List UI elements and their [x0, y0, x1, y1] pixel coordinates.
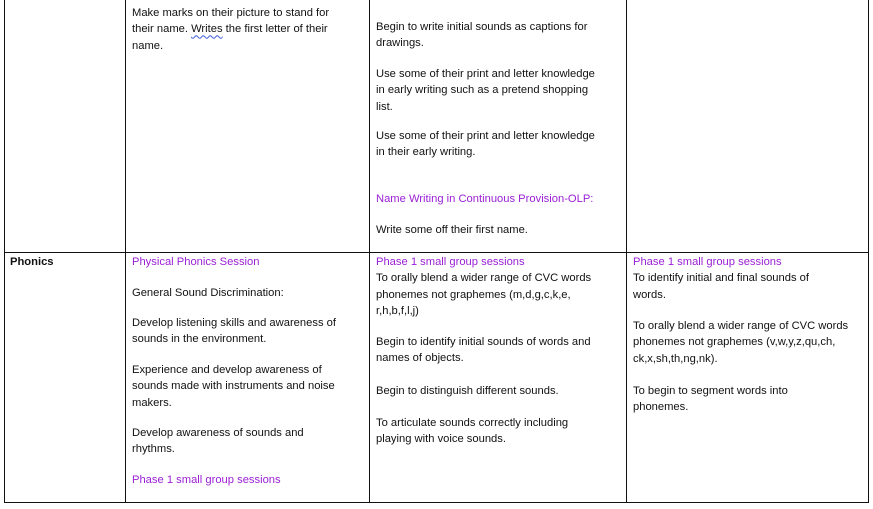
- row2-col2-para2: [132, 315, 364, 348]
- row2-col2-p1: General Sound Discrimination:: [132, 287, 284, 299]
- row1-col2-line2-post: the first letter of their: [222, 23, 328, 36]
- row1-col3-p1-l1: Begin to write initial sounds as captions for: [376, 21, 588, 33]
- row1-col3-p3-l2: in their early writing.: [376, 146, 476, 159]
- row1-col2-line1: Make marks on their picture to stand for: [132, 7, 330, 19]
- row2-col1-cell: [10, 254, 120, 270]
- row2-col4-p3-l1: To begin to segment words into: [633, 385, 788, 397]
- row2-col2-p4-l2: rhythms.: [132, 443, 175, 456]
- row2-col3-p1-l1: To orally blend a wider range of CVC words: [376, 272, 592, 285]
- row2-col2-p4-l1: Develop awareness of sounds and: [132, 427, 304, 439]
- row2-col4-top: [633, 254, 865, 303]
- row2-col2-footer-wrap: [132, 472, 364, 488]
- row2-col3-p1-l3: r,h,b,f,l,j): [376, 304, 419, 317]
- row2-col2-p3-l2: sounds made with instruments and noise: [132, 380, 335, 393]
- row2-col2-para3: [132, 362, 364, 411]
- row1-col3-heading-wrap: [376, 191, 622, 207]
- row2-col3-para2: [376, 334, 622, 367]
- row2-col3-p2-l1: Begin to identify initial sounds of words and: [376, 336, 591, 348]
- row1-col3-p2-l2: in early writing such as a pretend shopping: [376, 84, 589, 97]
- row1-col2-line2: [132, 21, 364, 37]
- row2-col2-p3-l3: makers.: [132, 396, 172, 409]
- row2-col4-p1-l2: words.: [633, 288, 666, 301]
- row1-col3-p2-l3: list.: [376, 100, 393, 113]
- row1-col3-para4: [376, 222, 622, 238]
- row2-col3-heading: Phase 1 small group sessions: [376, 256, 525, 268]
- row2-col2-footer: Phase 1 small group sessions: [132, 474, 281, 486]
- row2-col2-para4: [132, 425, 364, 458]
- row2-col4-p2-l1: To orally blend a wider range of CVC words: [633, 320, 849, 332]
- spellcheck-word: Writes: [191, 23, 223, 36]
- row2-col4-p3-l2: phonemes.: [633, 401, 689, 414]
- row2-col3-p4-l2: playing with voice sounds.: [376, 433, 506, 446]
- row2-col3-para3: [376, 383, 622, 399]
- row2-col3-p4-l1: To articulate sounds correctly including: [376, 417, 569, 429]
- row2-col3-p3-l1: Begin to distinguish different sounds.: [376, 385, 559, 397]
- row2-col2-p2-l2: sounds in the environment.: [132, 333, 267, 346]
- row2-col2-p3-l1: Experience and develop awareness of: [132, 364, 322, 376]
- row2-col2-heading: Physical Phonics Session: [132, 256, 260, 268]
- row2-col4-para3: [633, 383, 865, 416]
- row2-col2-heading-wrap: [132, 254, 364, 270]
- table-border-bottom: [4, 502, 869, 503]
- row2-col3-top: [376, 254, 622, 319]
- row1-col2-line2-pre: their name.: [132, 23, 192, 36]
- table-row-divider: [4, 252, 869, 253]
- row1-col2-line3: name.: [132, 39, 164, 52]
- row1-col3-para3: [376, 128, 622, 161]
- row1-col3-heading: Name Writing in Continuous Provision-OLP:: [376, 193, 594, 205]
- row1-col3-p4-l1: Write some off their first name.: [376, 224, 528, 236]
- row2-col3-p1-l2: phonemes not graphemes (m,d,g,c,k,e,: [376, 288, 571, 301]
- row2-col4-p2-l3: ck,x,sh,th,ng,nk).: [633, 352, 718, 365]
- row2-col4-heading: Phase 1 small group sessions: [633, 256, 782, 268]
- row1-col3-p2-l1: Use some of their print and letter knowledge: [376, 68, 595, 80]
- row2-label-phonics: Phonics: [10, 256, 54, 268]
- row1-col2-cell: [132, 5, 364, 54]
- row1-col3-p1-l2: drawings.: [376, 37, 424, 50]
- row2-col2-p2-l1: Develop listening skills and awareness of: [132, 317, 336, 329]
- row2-col3-para4: [376, 415, 622, 448]
- row2-col4-p1-l1: To identify initial and final sounds of: [633, 272, 809, 285]
- row2-col3-p2-l2: names of objects.: [376, 352, 464, 365]
- row2-col4-p2-l2: phonemes not graphemes (v,w,y,z,qu,ch,: [633, 336, 836, 349]
- row2-col2-para1: [132, 285, 364, 301]
- row1-col3-para2: [376, 66, 622, 115]
- row1-col3-p3-l1: Use some of their print and letter knowledge: [376, 130, 595, 142]
- row1-col3-cell: [376, 19, 622, 52]
- row2-col4-para2: [633, 318, 865, 367]
